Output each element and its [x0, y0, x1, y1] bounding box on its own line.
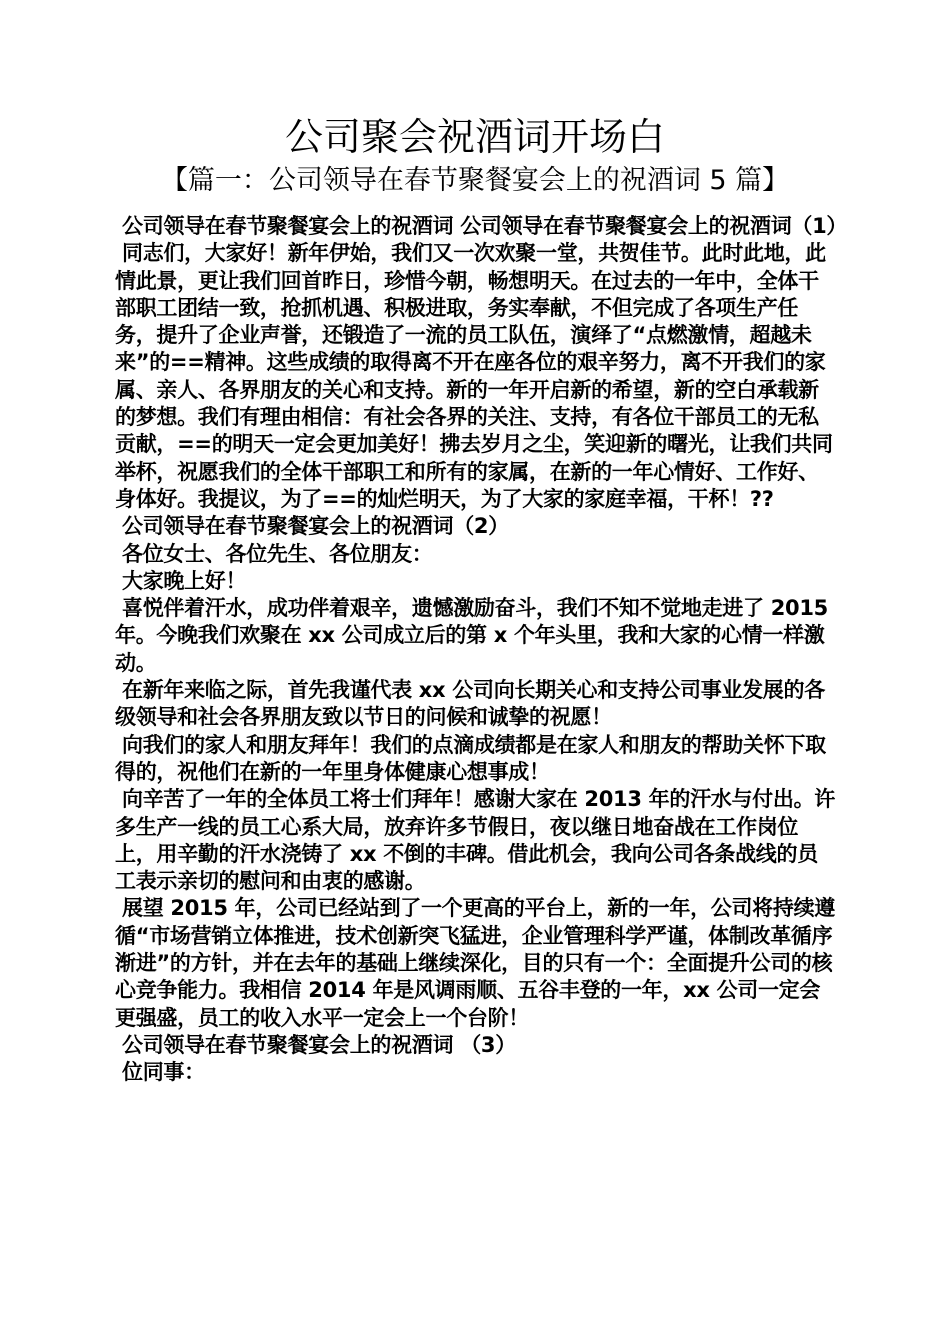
paragraph: 在新年来临之际，首先我谨代表 xx 公司向长期关心和支持公司事业发展的各级领导和社会各界朋友致以节日的问候和诚挚的祝愿！ — [115, 678, 825, 730]
document-body — [115, 213, 848, 1087]
document-title: 公司聚会祝酒词开场白 — [284, 115, 665, 159]
paragraph: 同志们，大家好！新年伊始，我们又一次欢聚一堂，共贺佳节。此时此地，此情此景，更让我们回首昨日，珍惜今朝，畅想明天。在过去的一年中，全体干部职工团结一致，抢抓机遇、积极进取，务实奉献，不但完成了各项生产任务，提升了企业声誉，还锻造了一流的员工队伍，演绎了“点燃激情，超越未来”的==精神。这些成绩的取得离不开在座各位的艰辛努力，离不开我们的家属、亲人、各界朋友的关心和支持。新的一年开启新的希望，新的空白承载新的梦想。我们有理由相信：有社会各界的关注、支持，有各位干部员工的无私贡献，==的明天一定会更加美好！拂去岁月之尘，笑迎新的曙光，让我们共同举杯，祝愿我们的全体干部职工和所有的家属，在新的一年心情好、工作好、身体好。我提议，为了==的灿烂明天，为了大家的家庭幸福，干杯！?? — [115, 241, 833, 511]
section-heading: 公司领导在春节聚餐宴会上的祝酒词（2） — [122, 514, 509, 539]
paragraph: 向辛苦了一年的全体员工将士们拜年！感谢大家在 2013 年的汗水与付出。许多生产一线的员工心系大局，放弃许多节假日，夜以继日地奋战在工作岗位上，用辛勤的汗水浇铸了 xx 不倒的丰碑。借此机会，我向公司各条战线的员工表示亲切的慰问和由衷的感谢。 — [115, 787, 835, 894]
paragraph: 各位女士、各位先生、各位朋友： — [122, 541, 433, 566]
section-heading: 公司领导在春节聚餐宴会上的祝酒词 公司领导在春节聚餐宴会上的祝酒词（1） — [122, 214, 848, 238]
document-subtitle: 【篇一：公司领导在春节聚餐宴会上的祝酒词 5 篇】 — [160, 165, 790, 196]
paragraph: 展望 2015 年，公司已经站到了一个更高的平台上，新的一年，公司将持续遵循“市场营销立体推进，技术创新突飞猛进，企业管理科学严谨，体制改革循序渐进”的方针，并在去年的基础上继续深化，目的只有一个：全面提升公司的核心竞争能力。我相信 2014 年是风调雨顺、五谷丰登的一年，xx 公司一定会更强盛，员工的收入水平一定会上一个台阶！ — [115, 896, 835, 1030]
paragraph: 位同事： — [122, 1060, 205, 1085]
paragraph: 向我们的家人和朋友拜年！我们的点滴成绩都是在家人和朋友的帮助关怀下取得的，祝他们在新的一年里身体健康心想事成！ — [115, 732, 826, 784]
paragraph: 喜悦伴着汗水，成功伴着艰辛，遗憾激励奋斗，我们不知不觉地走进了 2015 年。今晚我们欢聚在 xx 公司成立后的第 x 个年头里，我和大家的心情一样激动。 — [115, 596, 828, 675]
section-heading: 公司领导在春节聚餐宴会上的祝酒词 （3） — [122, 1032, 516, 1057]
paragraph: 大家晚上好！ — [122, 568, 247, 593]
